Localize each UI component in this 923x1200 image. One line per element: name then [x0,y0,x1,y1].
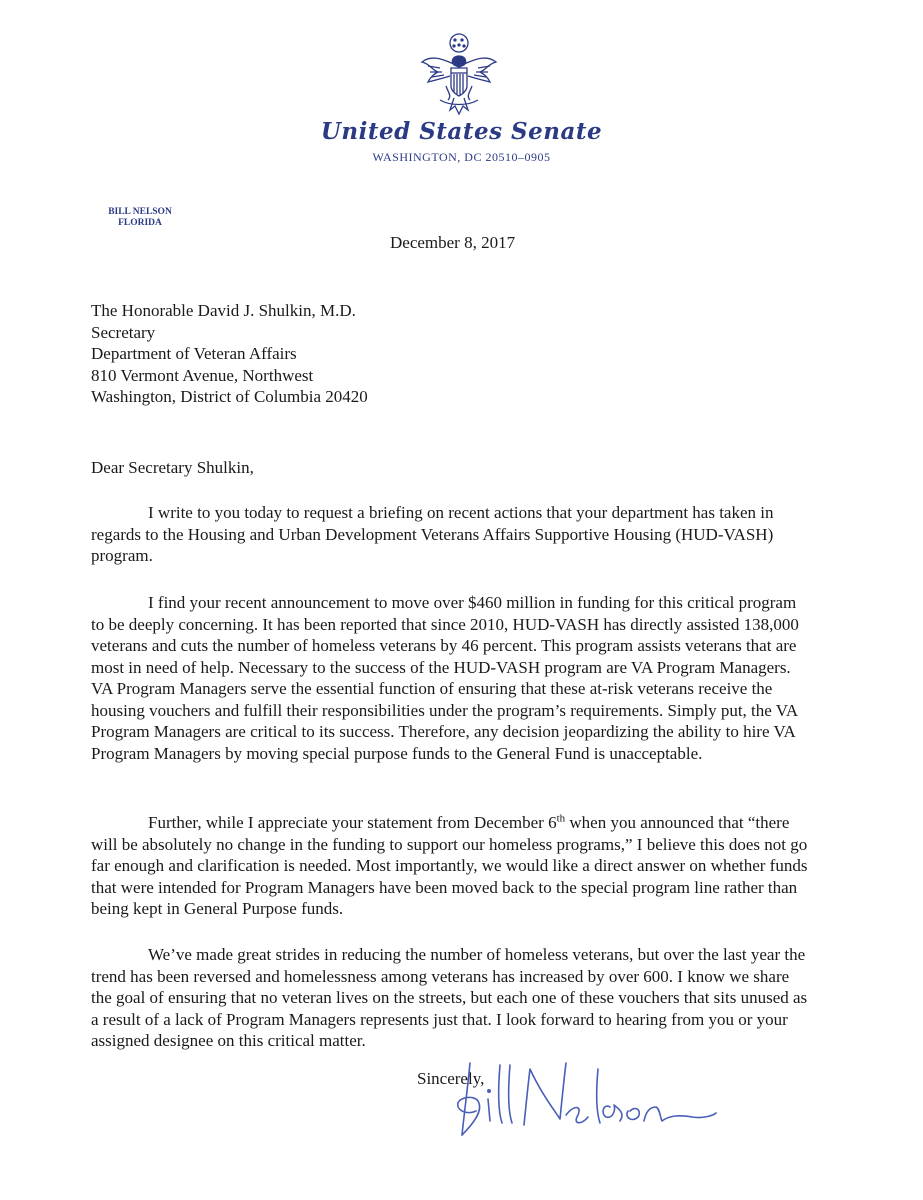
paragraph-3-text-end: when you announced that “there will be absolutely no change in the funding to support our homeless programs,” I believe this does not go far enough and clarification is needed. Most importantly, we would like a direct answer on whether funds that were intended for Program Managers have been moved back to the special program line rather than being kept in General Purpose funds. [91,813,808,918]
recipient-address [91,300,368,408]
letterhead-title: United States Senate [320,118,603,145]
sender-state: FLORIDA [118,218,162,228]
sender-block [100,207,180,229]
ordinal-suffix: th [556,812,566,825]
letter-date: December 8, 2017 [390,233,516,252]
recipient-line: The Honorable David J. Shulkin, M.D. [91,301,356,320]
body-paragraph-4: We’ve made great strides in reducing the number of homeless veterans, but over the last year the trend has been reversed and homelessness among veterans has increased by over 600. I know we share the goal of ensuring that no veteran lives on the streets, but each one of these vouchers that sits unused as a result of a lack of Program Managers represents just that. I look forward to hearing from you or your assigned designee on this critical matter. [91,945,808,1050]
body-paragraph-2: I find your recent announcement to move over $460 million in funding for this critical program to be deeply concerning. It has been reported that since 2010, HUD-VASH has directly assisted 138,000 veterans and cuts the number of homeless veterans by 46 percent. This program assists veterans that are most in need of help. Necessary to the success of the HUD-VASH program are VA Program Managers. VA Program Managers serve the essential function of ensuring that these at-risk veterans receive the housing vouchers and fulfill their responsibilities under the program’s requirements. Simply put, the VA Program Managers are critical to its success. Therefore, any decision jeopardizing the ability to hire VA Program Managers by moving special purpose funds to the General Fund is unacceptable. [91,593,799,763]
sender-name: BILL NELSON [108,207,172,217]
salutation: Dear Secretary Shulkin, [91,458,254,477]
recipient-line: Secretary [91,322,156,342]
senate-seal-eagle-icon [418,30,500,120]
paragraph-3-text-start: Further, while I appreciate your statement from December 6 [148,813,557,832]
recipient-line: 810 Vermont Avenue, Northwest [91,365,314,385]
closing: Sincerely, [417,1069,485,1088]
recipient-line: Washington, District of Columbia 20420 [91,387,368,406]
body-paragraph-1: I write to you today to request a briefing on recent actions that your department has taken in regards to the Housing and Urban Development Veterans Affairs Supportive Housing (HUD-VASH) program. [91,503,774,565]
recipient-line: Department of Veteran Affairs [91,344,297,363]
letterhead-address: WASHINGTON, DC 20510–0905 [372,150,551,164]
signature [448,1055,718,1140]
body-paragraph-3 [91,812,811,920]
